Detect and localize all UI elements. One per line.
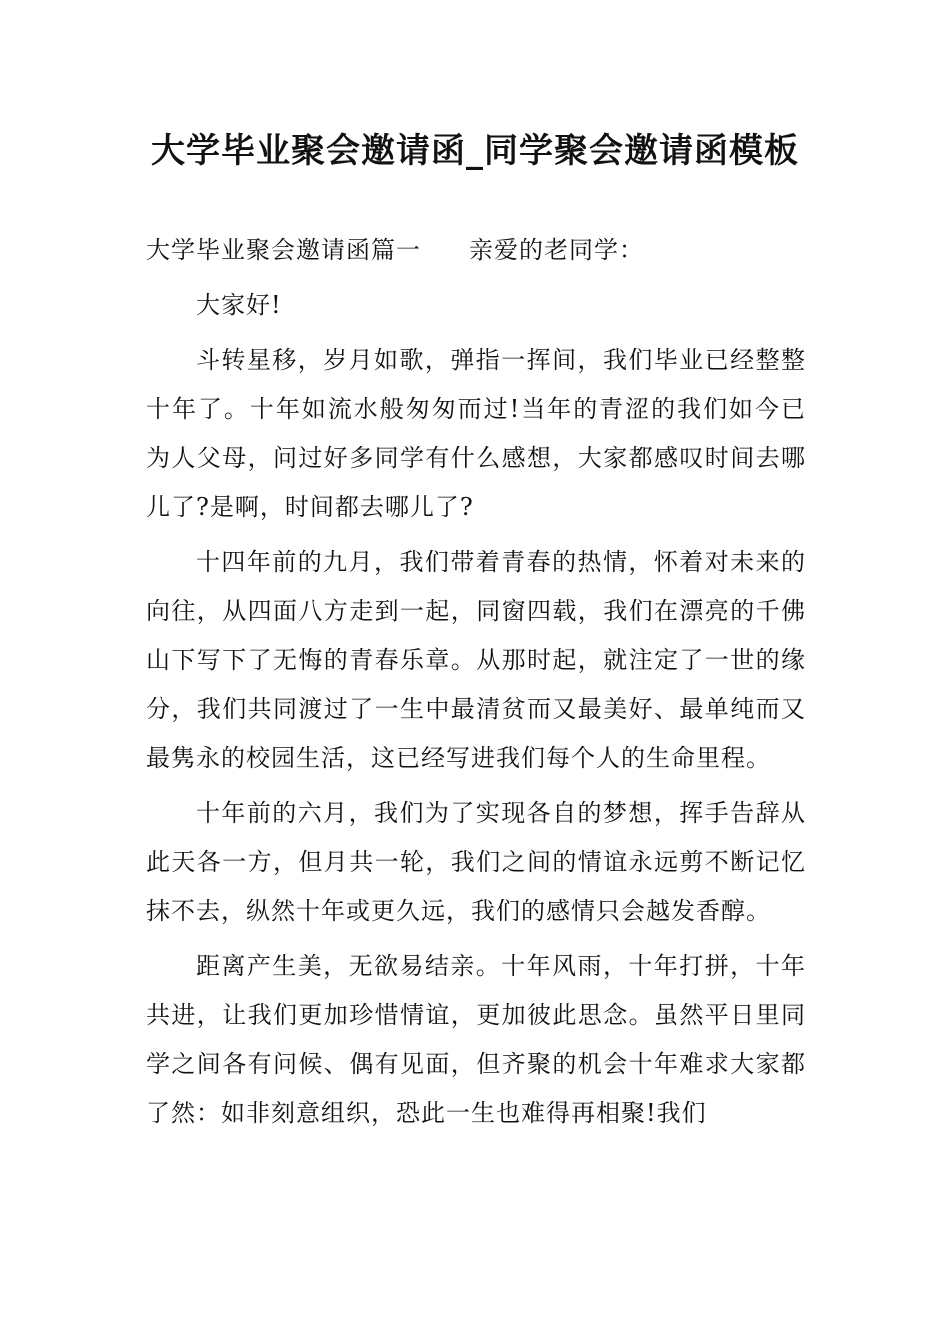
document-title: 大学毕业聚会邀请函_同学聚会邀请函模板 bbox=[151, 131, 799, 171]
opening-line bbox=[146, 226, 806, 275]
paragraph-3: 十年前的六月，我们为了实现各自的梦想，挥手告辞从此天各一方，但月共一轮，我们之间的情谊永远剪不断记忆抹不去，纵然十年或更久远，我们的感情只会越发香醇。 bbox=[146, 799, 806, 925]
section-heading: 大学毕业聚会邀请函篇一 bbox=[146, 236, 421, 264]
paragraph-1: 斗转星移，岁月如歌，弹指一挥间，我们毕业已经整整十年了。十年如流水般匆匆而过!当年的青涩的我们如今已为人父母，问过好多同学有什么感想，大家都感叹时间去哪儿了?是啊，时间都去哪儿了? bbox=[146, 346, 806, 521]
salutation: 亲爱的老同学： bbox=[469, 236, 644, 264]
paragraph-2: 十四年前的九月，我们带着青春的热情，怀着对未来的向往，从四面八方走到一起，同窗四载，我们在漂亮的千佛山下写下了无悔的青春乐章。从那时起，就注定了一世的缘分，我们共同渡过了一生中最清贫而又最美好、最单纯而又最隽永的校园生活，这已经写进我们每个人的生命里程。 bbox=[146, 548, 806, 772]
document-body bbox=[146, 226, 806, 1138]
paragraph-greeting: 大家好! bbox=[196, 291, 282, 319]
paragraph-4: 距离产生美，无欲易结亲。十年风雨，十年打拼，十年共进，让我们更加珍惜情谊，更加彼此思念。虽然平日里同学之间各有问候、偶有见面，但齐聚的机会十年难求大家都了然：如非刻意组织，恐此一生也难得再相聚!我们 bbox=[146, 952, 806, 1127]
